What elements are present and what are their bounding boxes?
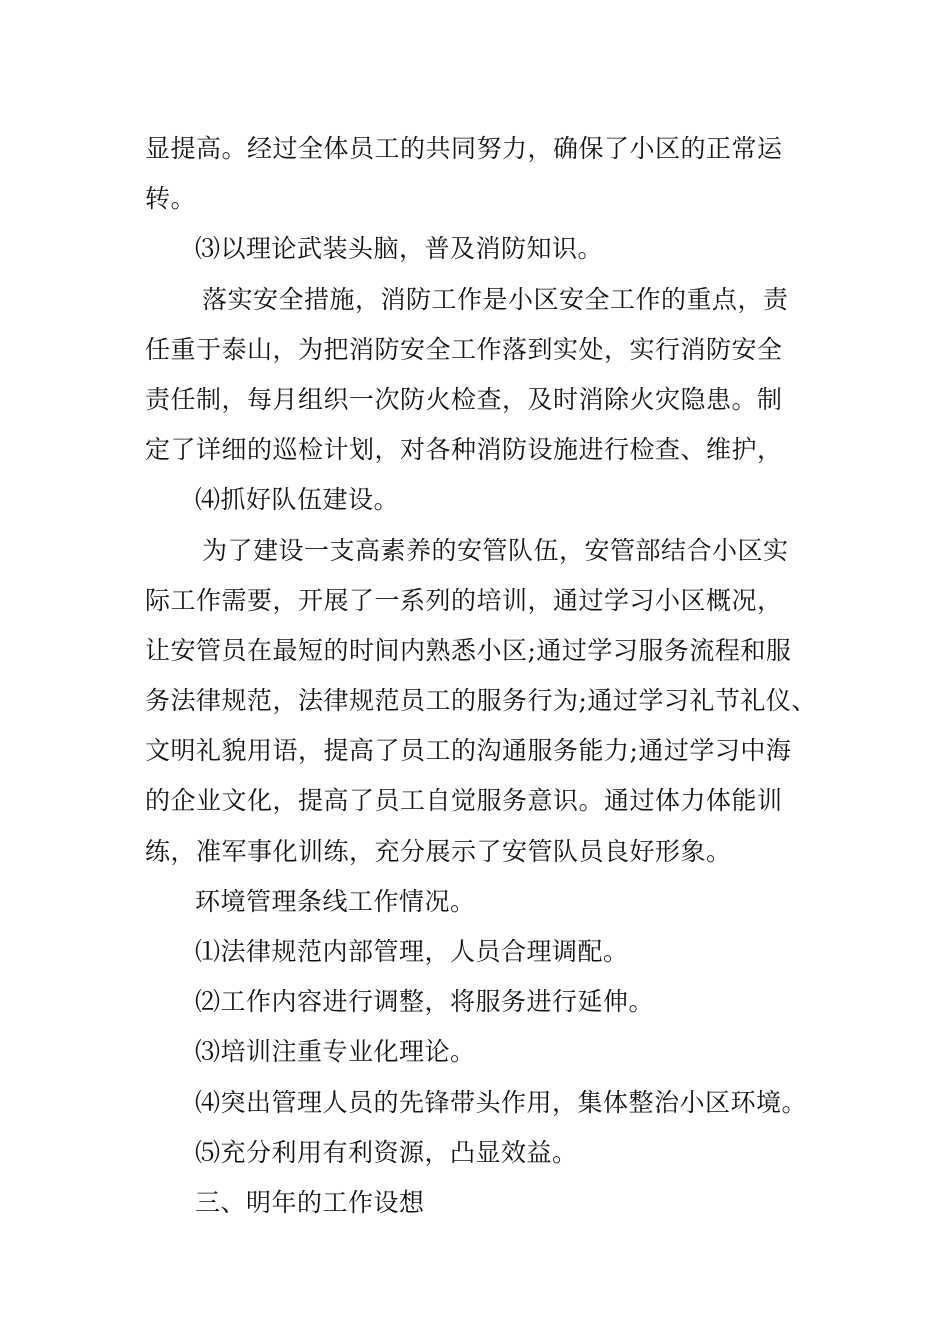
- list-item: ⑵工作内容进行调整，将服务进行延伸。: [195, 987, 655, 1017]
- text-line: 责任制，每月组织一次防火检查，及时消除火灾隐患。制: [145, 384, 783, 414]
- list-item: ⑷突出管理人员的先锋带头作用，集体整治小区环境。: [195, 1087, 808, 1117]
- text-line: 的企业文化，提高了员工自觉服务意识。通过体力体能训: [145, 786, 783, 816]
- text-line: 文明礼貌用语，提高了员工的沟通服务能力;通过学习中海: [145, 736, 792, 766]
- text-line: 务法律规范，法律规范员工的服务行为;通过学习礼节礼仪、: [145, 686, 817, 716]
- text-line: 练，准军事化训练，充分展示了安管队员良好形象。: [145, 836, 732, 866]
- text-line: 落实安全措施，消防工作是小区安全工作的重点，责: [202, 284, 789, 314]
- text-line: 为了建设一支高素养的安管队伍，安管部结合小区实: [202, 535, 789, 565]
- text-line: 定了详细的巡检计划，对各种消防设施进行检查、维护，: [145, 435, 783, 465]
- text-line: 让安管员在最短的时间内熟悉小区;通过学习服务流程和服: [145, 635, 792, 665]
- document-page: [145, 124, 815, 1228]
- section-heading: ⑷抓好队伍建设。: [195, 485, 400, 515]
- text-line: 显提高。经过全体员工的共同努力，确保了小区的正常运: [145, 134, 783, 163]
- section-heading: ⑶以理论武装头脑，普及消防知识。: [195, 234, 604, 264]
- list-item: ⑶培训注重专业化理论。: [195, 1037, 476, 1067]
- list-item: ⑸充分利用有利资源，凸显效益。: [195, 1137, 578, 1167]
- section-heading: 环境管理条线工作情况。: [195, 886, 476, 916]
- text-line: 转。: [145, 184, 197, 214]
- text-line: 际工作需要，开展了一系列的培训，通过学习小区概况，: [145, 585, 783, 615]
- list-item: ⑴法律规范内部管理，人员合理调配。: [195, 937, 629, 966]
- text-line: 任重于泰山，为把消防安全工作落到实处，实行消防安全: [145, 334, 783, 364]
- section-heading: 三、明年的工作设想: [195, 1187, 425, 1217]
